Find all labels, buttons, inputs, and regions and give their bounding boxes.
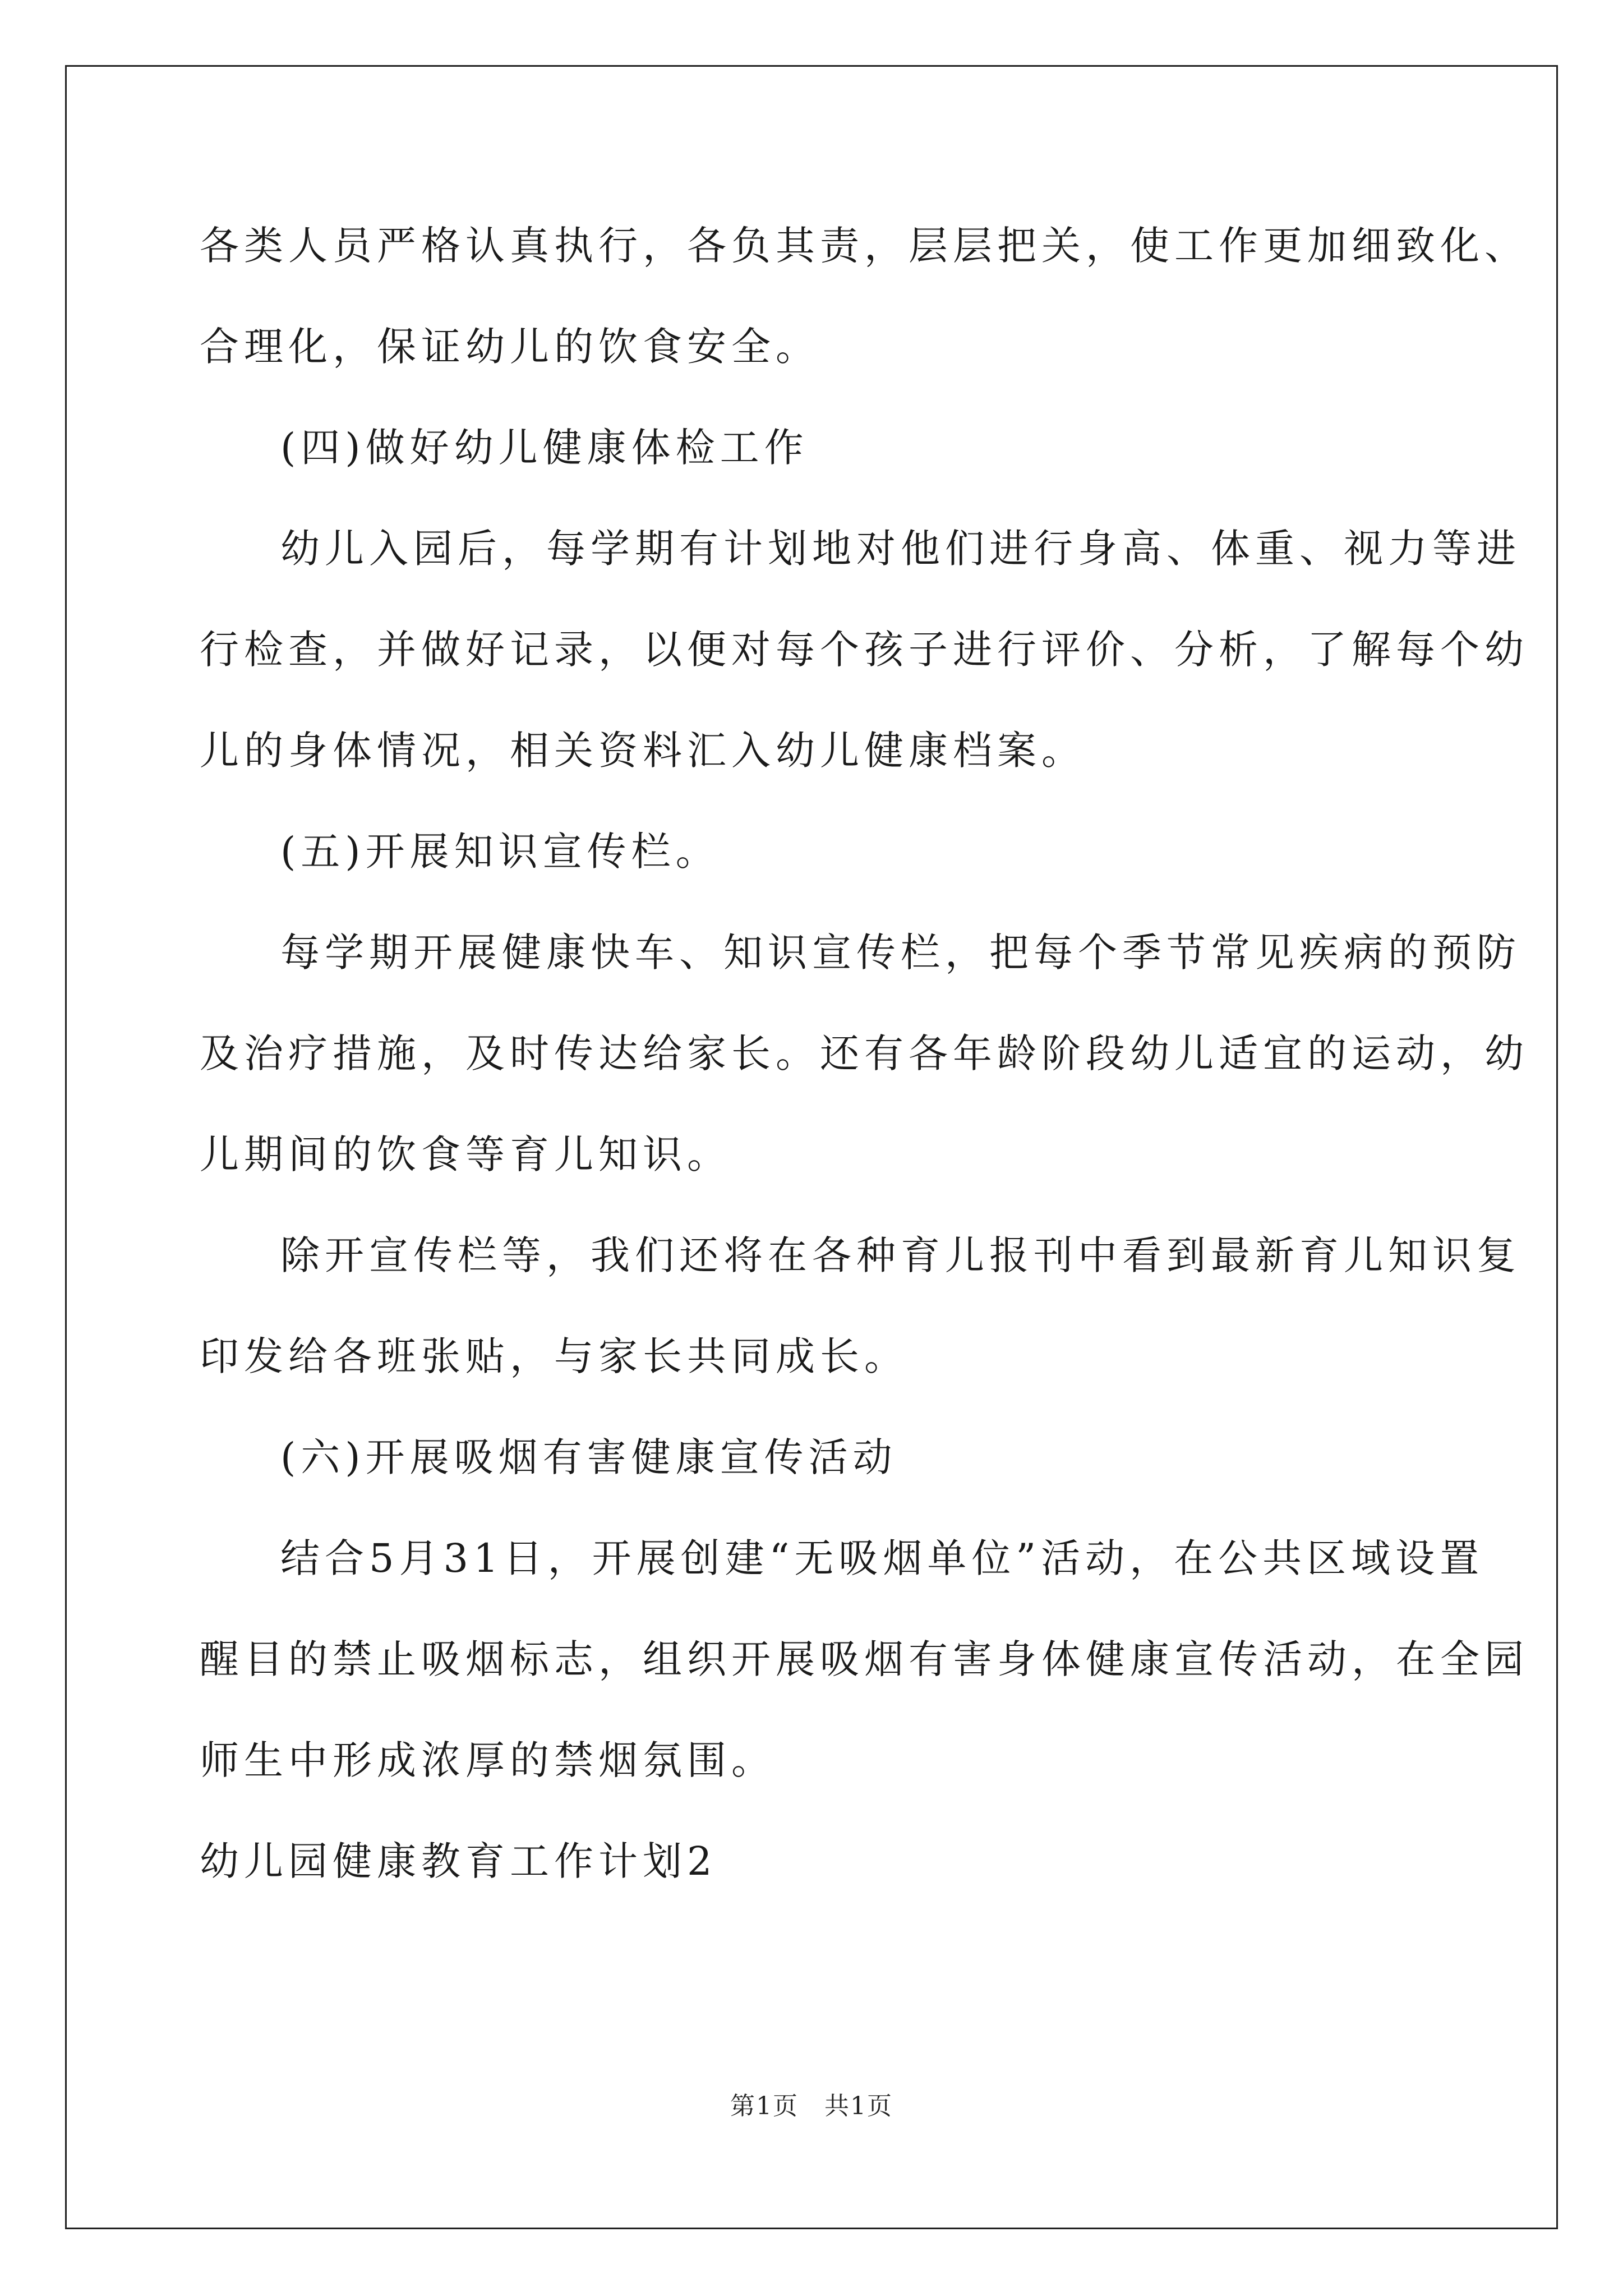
body-line: 儿的身体情况，相关资料汇入幼儿健康档案。 <box>200 728 1086 774</box>
body-line: 除开宣传栏等，我们还将在各种育儿报刊中看到最新育儿知识复 <box>280 1232 1521 1278</box>
body-line: 印发给各班张贴，与家长共同成长。 <box>200 1333 909 1379</box>
body-line: 及治疗措施，及时传达给家长。还有各年龄阶段幼儿适宜的运动，幼 <box>200 1030 1529 1076</box>
document-body <box>200 195 1529 1912</box>
section-heading: (六)开展吸烟有害健康宣传活动 <box>280 1434 897 1480</box>
body-line: 儿期间的饮食等育儿知识。 <box>200 1131 731 1177</box>
page-footer: 第1页 共1页 <box>730 2092 893 2120</box>
body-line: 合理化，保证幼儿的饮食安全。 <box>200 324 820 370</box>
document-title: 幼儿园健康教育工作计划2 <box>200 1838 717 1884</box>
body-line: 行检查，并做好记录，以便对每个孩子进行评价、分析，了解每个幼 <box>200 627 1529 673</box>
body-line: 师生中形成浓厚的禁烟氛围。 <box>200 1737 776 1783</box>
section-heading: (四)做好幼儿健康体检工作 <box>280 425 809 471</box>
body-line: 幼儿入园后，每学期有计划地对他们进行身高、体重、视力等进 <box>280 526 1521 572</box>
body-line: 每学期开展健康快车、知识宣传栏，把每个季节常见疾病的预防 <box>280 930 1521 976</box>
body-line: 各类人员严格认真执行，各负其责，层层把关，使工作更加细致化、 <box>200 223 1529 269</box>
section-heading: (五)开展知识宣传栏。 <box>280 829 720 875</box>
body-line: 结合5月31日，开展创建“无吸烟单位”活动，在公共区域设置 <box>280 1535 1484 1581</box>
body-line: 醒目的禁止吸烟标志，组织开展吸烟有害身体健康宣传活动，在全园 <box>200 1636 1529 1682</box>
